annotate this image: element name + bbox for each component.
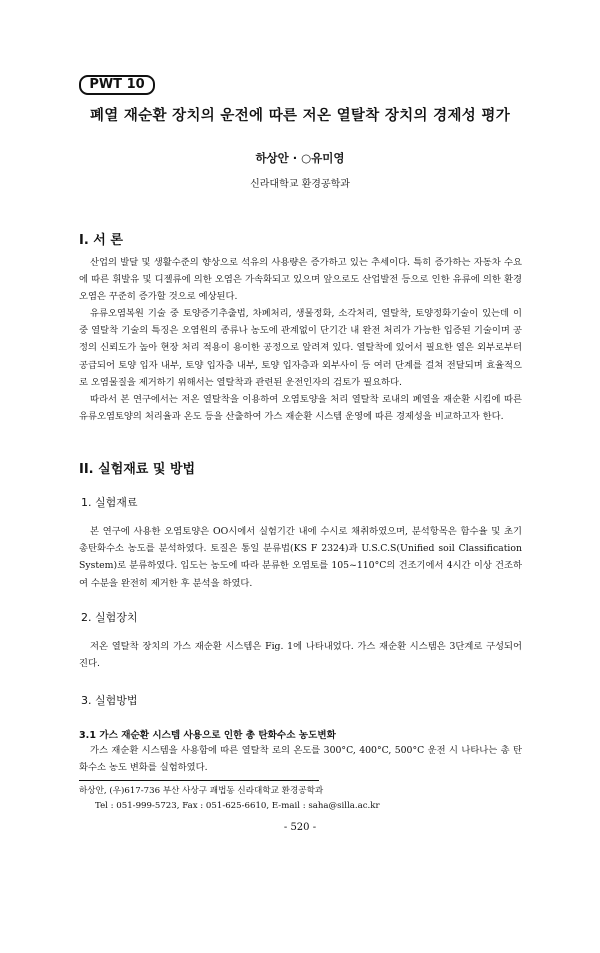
apparatus-paragraph: 저온 열탈착 장치의 가스 재순환 시스템은 Fig. 1에 나타내었다. 가스 재순환 시스템은 3단계로 구성되어 진다. <box>79 641 522 670</box>
intro-paragraph-3: 따라서 본 연구에서는 저온 열탈착을 이용하여 오염토양을 처리 열탈착 로내의 폐열을 재순환 시킴에 따른 유류오염토양의 처리율과 온도 등을 산출하여 가스 재순환 시스템 운영에 따른 경제성을 비교하고자 한다. <box>79 394 522 423</box>
page-number: - 520 - <box>283 822 317 833</box>
affiliation: 신라대학교 환경공학과 <box>250 179 350 190</box>
procedure-paragraph: 가스 재순환 시스템을 사용함에 따른 열탈착 로의 온도를 300°C, 400°C, 500°C 운전 시 나타나는 총 탄화수소 농도 변화를 실험하였다. <box>79 745 522 774</box>
section-heading-methods: II. 실험재료 및 방법 <box>79 462 196 477</box>
intro-paragraph-2: 유류오염복원 기술 중 토양증기추출법, 차폐처리, 생물정화, 소각처리, 열탈착, 토양정화기술이 있는데 이 중 열탈착 기술의 특징은 오염원의 종류나 농도에 관계없이 단기간 내 완전 처리가 가능한 입증된 기술이며 공정의 신뢰도가 높아 현장 처리 적용이 용이한 공정으로 알려져 있다. 열탈착에 있어서 필요한 열은 외부로부터 공급되어 토양 입자 내부, 토양 입자층 내부, 토양 입자층과 외부사이 등 여러 단계를 걸쳐 전달되며 효율적으로 오염물질을 제거하기 위해서는 열탈착과 관련된 운전인자의 검토가 필요하다. <box>79 308 522 388</box>
footnote-rule <box>79 780 319 781</box>
subsection-heading-apparatus: 2. 실험장치 <box>81 611 138 624</box>
materials-paragraph: 본 연구에 사용한 오염토양은 OO시에서 실험기간 내에 수시로 채취하였으며, 분석항목은 함수율 및 초기 총탄화수소 농도를 분석하였다. 토질은 통일 분류법(KS F 2324)과 U.S.C.S(Unified soil Classification System)로 분류하였다. 입도는 농도에 따라 분류한 오염토를 105~110°C의 건조기에서 4시간 이상 건조하여 수분을 완전히 제거한 후 분석을 하였다. <box>79 526 522 589</box>
paper-title: 폐열 재순환 장치의 운전에 따른 저온 열탈착 장치의 경제성 평가 <box>89 108 511 124</box>
authors: 하상안 · ○유미영 <box>255 151 345 165</box>
subsection-heading-materials: 1. 실험재료 <box>81 496 138 509</box>
subsection-heading-procedure: 3. 실험방법 <box>81 694 138 707</box>
footnote-address: 하상안, (우)617-736 부산 사상구 괘법동 신라대학교 환경공학과 <box>79 786 324 796</box>
footnote-contact: Tel : 051-999-5723, Fax : 051-625-6610, E-mail : saha@silla.ac.kr <box>95 801 380 811</box>
session-tag: PWT 10 <box>79 75 155 95</box>
intro-paragraph-1: 산업의 발달 및 생활수준의 향상으로 석유의 사용량은 증가하고 있는 추세이다. 특히 증가하는 자동차 수요에 따른 휘발유 및 디젤류에 의한 오염은 가속화되고 있으며 앞으로도 산업발전 등으로 인한 유류에 의한 환경오염은 꾸준히 증가할 것으로 예상된다. <box>79 257 522 303</box>
section-heading-introduction: I. 서 론 <box>79 233 123 248</box>
subsubsection-heading-3-1: 3.1 가스 재순환 시스템 사용으로 인한 총 탄화수소 농도변화 <box>79 730 336 741</box>
